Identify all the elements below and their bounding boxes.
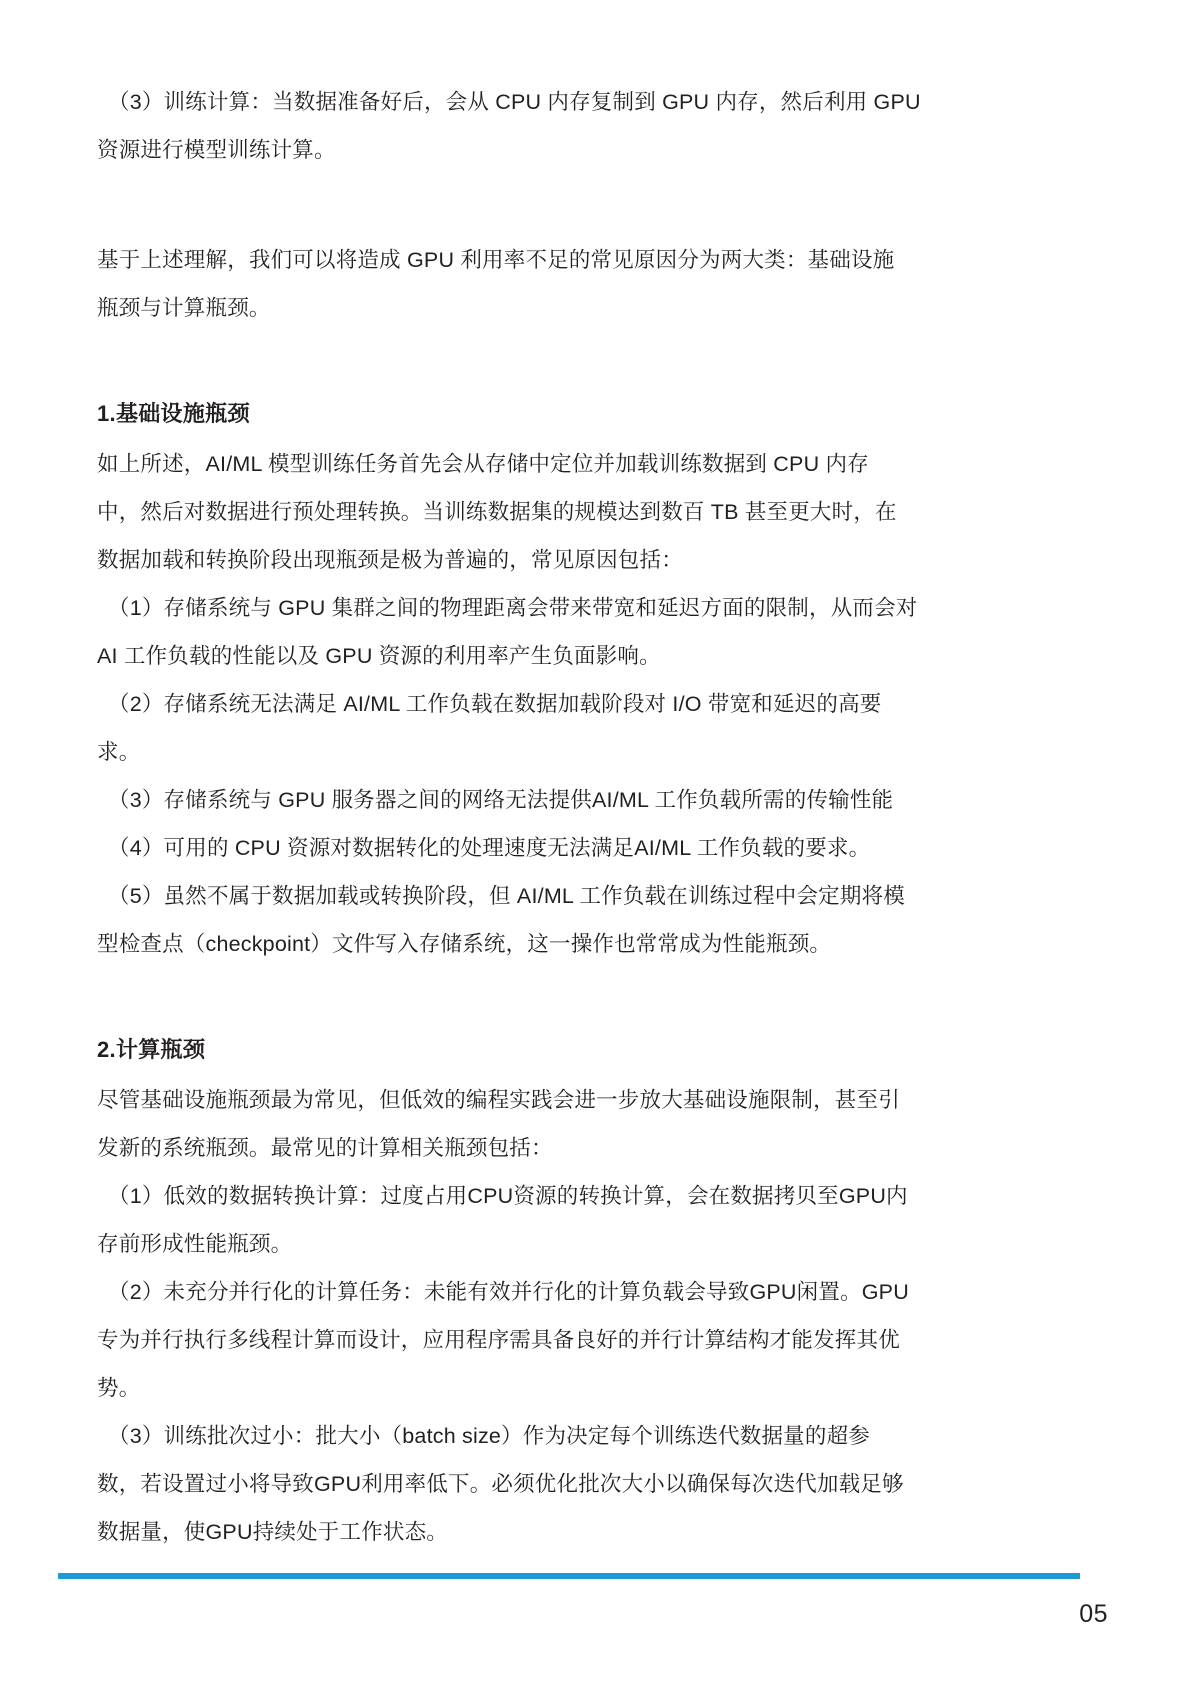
page-content — [97, 78, 1013, 1556]
spacer — [97, 332, 1013, 394]
section-2-intro — [97, 1076, 1013, 1172]
section-2-item-2-line-1 — [97, 1268, 1013, 1316]
section-1-item-4 — [97, 824, 1013, 872]
paragraph-training-compute — [97, 78, 1013, 174]
section-1-item-4-line-1 — [97, 824, 1013, 872]
paragraph-1-line-1-text: 当数据准备好后，会从 CPU 内存复制到 GPU 内存，然后利用 GPU — [272, 90, 921, 114]
spacer — [97, 174, 1013, 236]
spacer — [97, 968, 1013, 1030]
section-1-item-5-line-1-text: （5）虽然不属于数据加载或转换阶段，但 AI/ML 工作负载在训练过程中会定期将模 — [108, 884, 905, 908]
section-2-item-1-line-2: 存前形成性能瓶颈。 — [97, 1232, 293, 1256]
section-1-item-2-line-2: 求。 — [97, 740, 141, 764]
section-1-item-1-line-1 — [97, 584, 1013, 632]
section-2-intro-line-2: 发新的系统瓶颈。最常见的计算相关瓶颈包括： — [97, 1136, 553, 1160]
section-2-item-3-line-3: 数据量，使GPU持续处于工作状态。 — [97, 1520, 448, 1544]
section-2-item-3-line-1 — [97, 1412, 1013, 1460]
section-2-item-3-line-1-text: （3）训练批次过小：批大小（batch size）作为决定每个训练迭代数据量的超参 — [108, 1424, 870, 1448]
paragraph-2-line-2: 瓶颈与计算瓶颈。 — [97, 296, 271, 320]
section-1-item-1 — [97, 584, 1013, 680]
paragraph-1-lead: （3）训练计算： — [108, 90, 273, 114]
section-2-item-2-line-3: 势。 — [97, 1376, 141, 1400]
section-2-item-1 — [97, 1172, 1013, 1268]
section-2-item-2-line-1-text: （2）未充分并行化的计算任务：未能有效并行化的计算负载会导致GPU闲置。GPU — [108, 1280, 909, 1304]
section-2-intro-line-1: 尽管基础设施瓶颈最为常见，但低效的编程实践会进一步放大基础设施限制，甚至引 — [97, 1088, 900, 1112]
section-1-item-3 — [97, 776, 1013, 824]
section-1-item-4-line-1-text: （4）可用的 CPU 资源对数据转化的处理速度无法满足AI/ML 工作负载的要求。 — [108, 836, 871, 860]
section-1-item-5-line-1 — [97, 872, 1013, 920]
section-1-item-2-line-1-text: （2）存储系统无法满足 AI/ML 工作负载在数据加载阶段对 I/O 带宽和延迟的高要 — [108, 692, 882, 716]
section-2-heading: 2.计算瓶颈 — [97, 1037, 206, 1062]
section-1-item-2-line-1 — [97, 680, 1013, 728]
section-1-item-1-line-1-text: （1）存储系统与 GPU 集群之间的物理距离会带来带宽和延迟方面的限制，从而会对 — [108, 596, 918, 620]
section-1-item-1-line-2: AI 工作负载的性能以及 GPU 资源的利用率产生负面影响。 — [97, 644, 661, 668]
section-1-item-3-line-1-text: （3）存储系统与 GPU 服务器之间的网络无法提供AI/ML 工作负载所需的传输性能 — [108, 788, 894, 812]
footer-divider — [58, 1573, 1080, 1579]
section-1-item-5 — [97, 872, 1013, 968]
section-1-intro — [97, 440, 1013, 584]
section-1-item-3-line-1 — [97, 776, 1013, 824]
paragraph-1-line-1 — [97, 78, 1013, 126]
section-2-item-1-line-1 — [97, 1172, 1013, 1220]
section-2-item-2-line-2: 专为并行执行多线程计算而设计，应用程序需具备良好的并行计算结构才能发挥其优 — [97, 1328, 900, 1352]
section-2-item-3-line-2: 数，若设置过小将导致GPU利用率低下。必须优化批次大小以确保每次迭代加载足够 — [97, 1472, 904, 1496]
section-2-item-1-line-1-text: （1）低效的数据转换计算：过度占用CPU资源的转换计算，会在数据拷贝至GPU内 — [108, 1184, 908, 1208]
paragraph-two-categories — [97, 236, 1013, 332]
section-1-item-2 — [97, 680, 1013, 776]
section-2-item-2 — [97, 1268, 1013, 1412]
section-1-intro-line-1: 如上所述，AI/ML 模型训练任务首先会从存储中定位并加载训练数据到 CPU 内存 — [97, 452, 869, 476]
paragraph-2-line-1: 基于上述理解，我们可以将造成 GPU 利用率不足的常见原因分为两大类：基础设施 — [97, 248, 895, 272]
section-1-intro-line-3: 数据加载和转换阶段出现瓶颈是极为普遍的，常见原因包括： — [97, 548, 683, 572]
section-1-intro-line-2: 中，然后对数据进行预处理转换。当训练数据集的规模达到数百 TB 甚至更大时，在 — [97, 500, 897, 524]
section-1-heading: 1.基础设施瓶颈 — [97, 401, 250, 426]
paragraph-1-line-2: 资源进行模型训练计算。 — [97, 138, 336, 162]
section-2-item-3 — [97, 1412, 1013, 1556]
page-number: 05 — [1079, 1600, 1108, 1628]
section-1-item-5-line-2: 型检查点（checkpoint）文件写入存储系统，这一操作也常常成为性能瓶颈。 — [97, 932, 832, 956]
